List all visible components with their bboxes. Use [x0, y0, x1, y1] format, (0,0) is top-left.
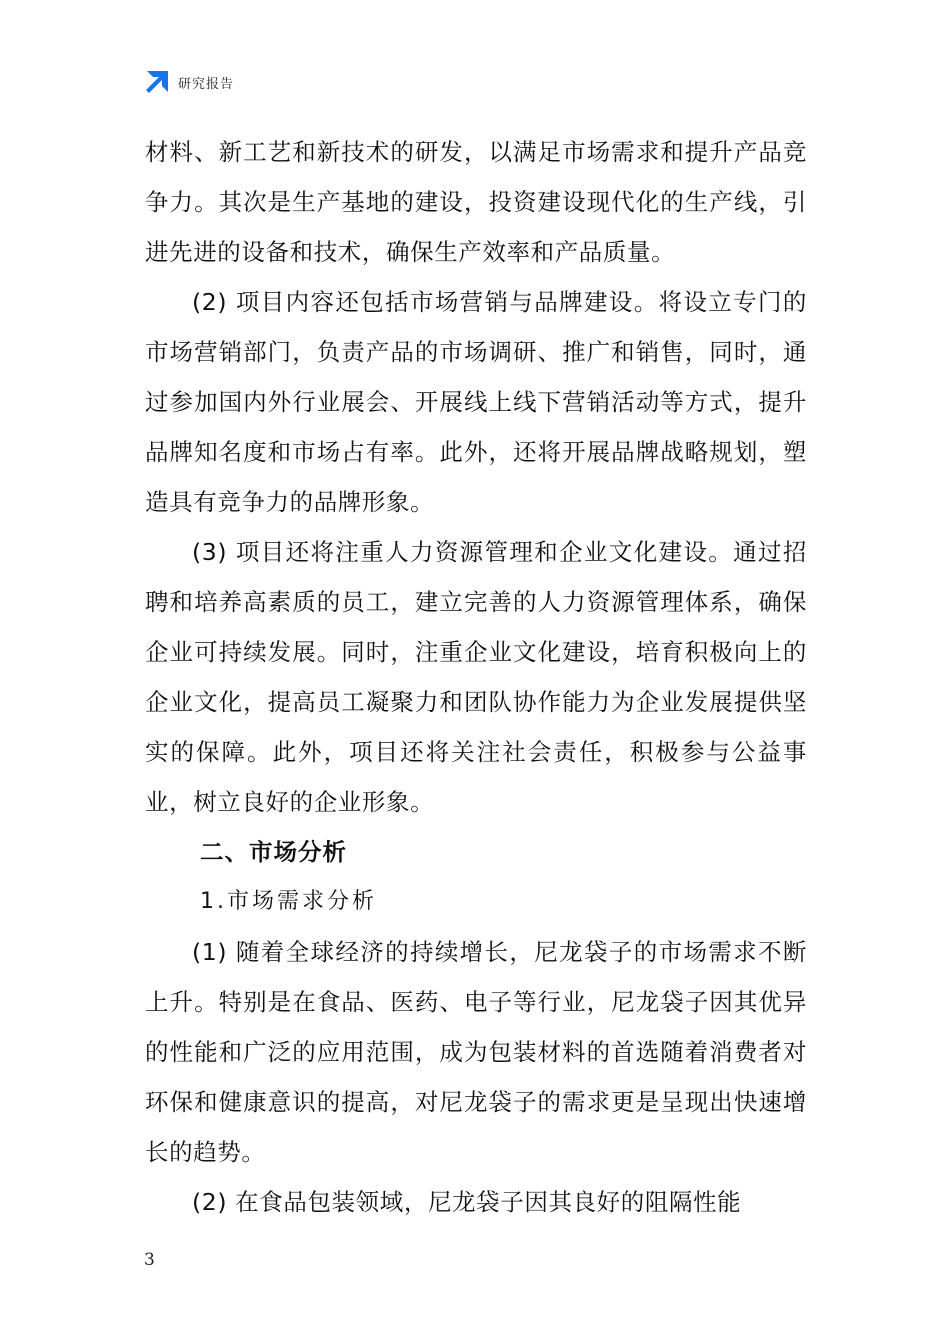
document-body — [145, 127, 807, 1227]
paragraph-hr-culture: (3) 项目还将注重人力资源管理和企业文化建设。通过招聘和培养高素质的员工，建立完善的人力资源管理体系，确保企业可持续发展。同时，注重企业文化建设，培育积极向上的企业文化，提高员工凝聚力和团队协作能力为企业发展提供坚实的保障。此外，项目还将关注社会责任，积极参与公益事业，树立良好的企业形象。 — [145, 538, 807, 816]
arrow-up-right-logo-icon — [144, 69, 170, 95]
paragraph-continued: 材料、新工艺和新技术的研发，以满足市场需求和提升产品竞争力。其次是生产基地的建设，投资建设现代化的生产线，引进先进的设备和技术，确保生产效率和产品质量。 — [145, 138, 807, 266]
subsection-heading: 1.市场需求分析 — [200, 889, 377, 914]
header-label: 研究报告 — [178, 76, 235, 92]
paragraph-marketing: (2) 项目内容还包括市场营销与品牌建设。将设立专门的市场营销部门，负责产品的市场调研、推广和销售，同时，通过参加国内外行业展会、开展线上线下营销活动等方式，提升品牌知名度和市场占有率。此外，还将开展品牌战略规划，塑造具有竞争力的品牌形象。 — [145, 288, 807, 516]
paragraph-market-demand: (1) 随着全球经济的持续增长，尼龙袋子的市场需求不断上升。特别是在食品、医药、电子等行业，尼龙袋子因其优异的性能和广泛的应用范围，成为包装材料的首选随着消费者对环保和健康意识的提高，对尼龙袋子的需求更是呈现出快速增长的趋势。 — [145, 938, 807, 1166]
page-number: 3 — [144, 1250, 155, 1270]
section-heading: 二、市场分析 — [200, 838, 347, 866]
paragraph-food-packaging: (2) 在食品包装领域，尼龙袋子因其良好的阻隔性能 — [192, 1188, 742, 1216]
page-header — [144, 68, 234, 96]
